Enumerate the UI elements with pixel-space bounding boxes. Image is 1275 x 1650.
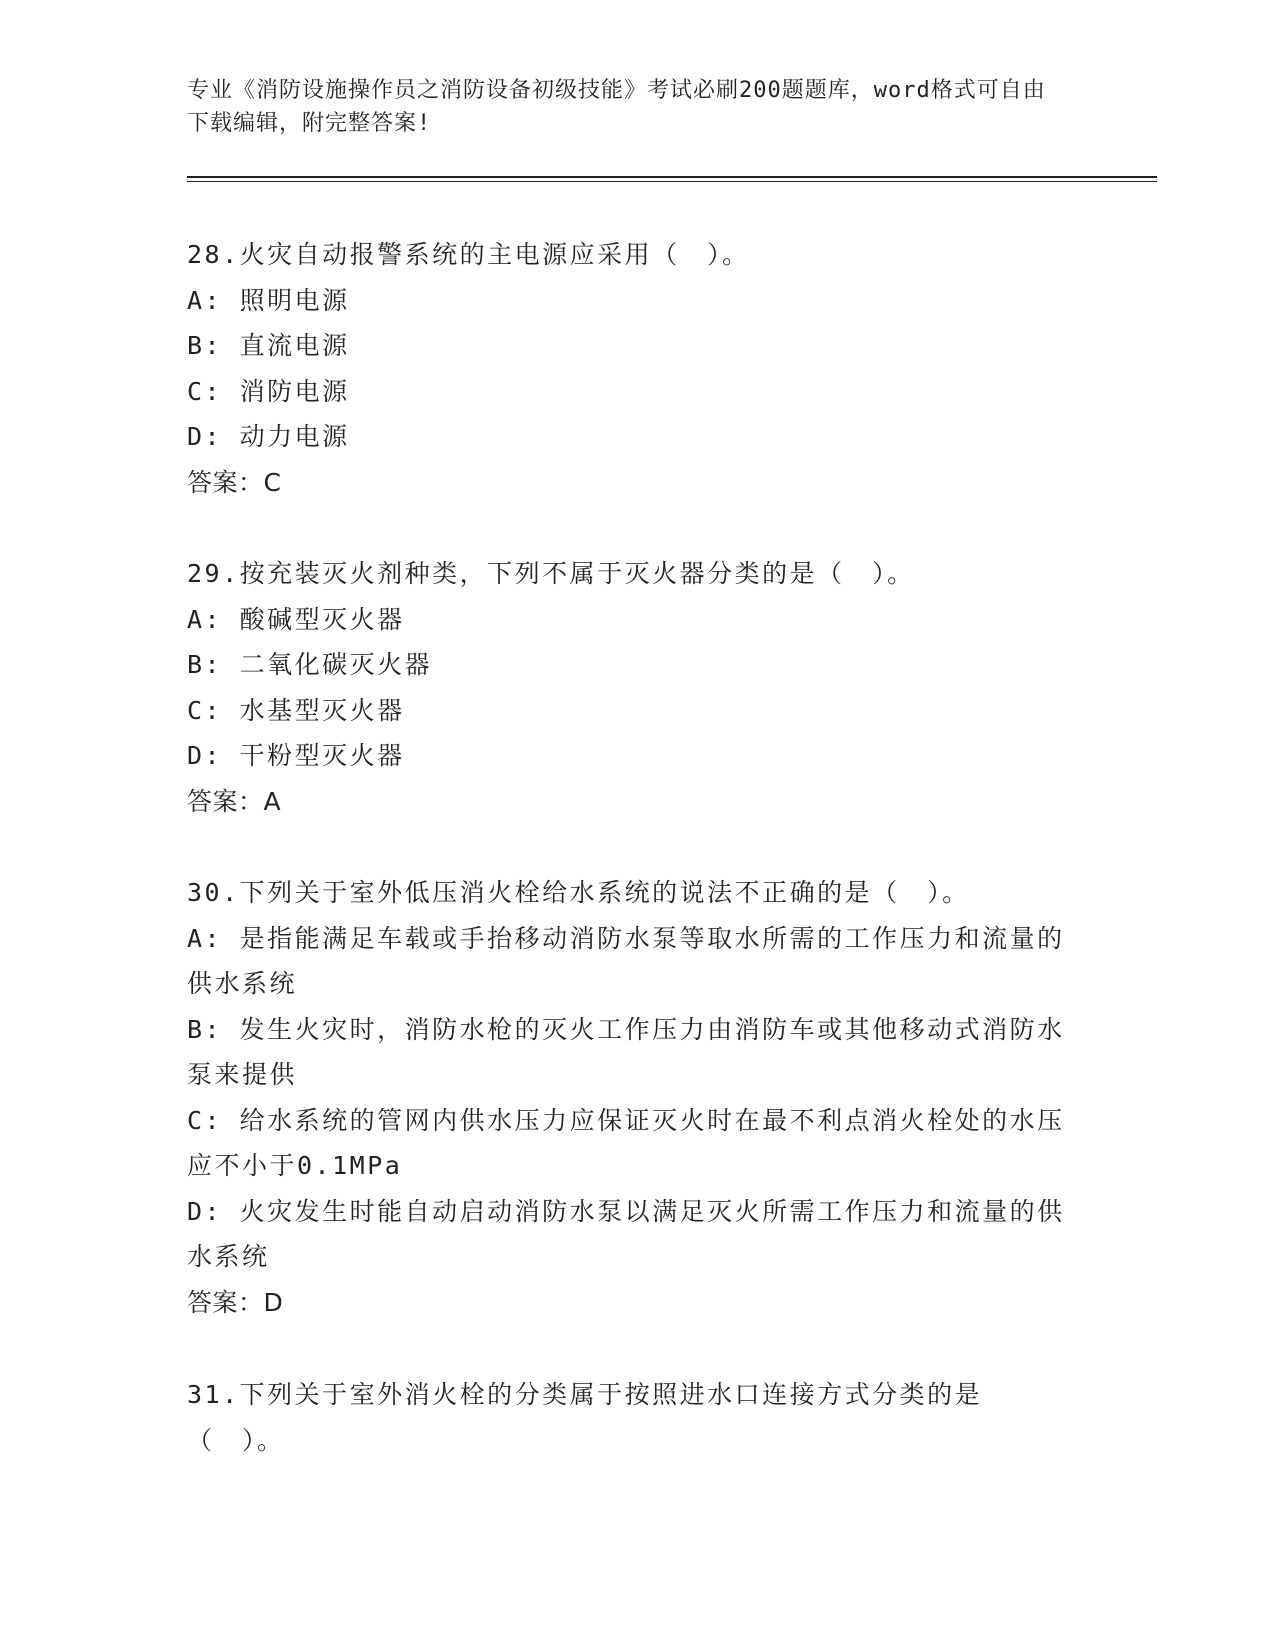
answer-text: 答案：D: [187, 1287, 284, 1317]
option-b: B: 发生火灾时，消防水枪的灭火工作压力由消防车或其他移动式消防水泵来提供: [187, 1014, 1065, 1089]
option-a: A: 是指能满足车载或手抬移动消防水泵等取水所需的工作压力和流量的供水系统: [187, 923, 1065, 998]
header-text: 专业《消防设施操作员之消防设备初级技能》考试必刷200题题库，word格式可自由下载编辑，附完整答案!: [187, 78, 1046, 136]
answer-text: 答案：C: [187, 467, 282, 497]
option-d: D: 动力电源: [187, 422, 350, 451]
option-c: C: 水基型灭火器: [187, 695, 405, 725]
document-header: [187, 74, 1067, 140]
question-31: [187, 1372, 1077, 1463]
question-stem: 31.下列关于室外消火栓的分类属于按照进水口连接方式分类的是（ ）。: [187, 1380, 983, 1455]
option-a: A: 酸碱型灭火器: [187, 604, 405, 634]
option-c: C: 消防电源: [187, 376, 350, 406]
header-divider-thick: [187, 176, 1157, 178]
option-d: D: 干粉型灭火器: [187, 741, 405, 770]
question-29: [187, 551, 1077, 824]
question-stem: 30.下列关于室外低压消火栓给水系统的说法不正确的是（ ）。: [187, 878, 970, 907]
header-divider-thin: [187, 181, 1157, 182]
question-30: [187, 870, 1077, 1325]
option-b: B: 二氧化碳灭火器: [187, 650, 433, 679]
option-b: B: 直流电源: [187, 331, 350, 360]
question-stem: 29.按充装灭火剂种类，下列不属于灭火器分类的是（ ）。: [187, 559, 915, 588]
option-c: C: 给水系统的管网内供水压力应保证灭火时在最不利点消火栓处的水压应不小于0.1MPa: [187, 1105, 1065, 1180]
option-d: D: 火灾发生时能自动启动消防水泵以满足灭火所需工作压力和流量的供水系统: [187, 1196, 1065, 1271]
option-a: A: 照明电源: [187, 285, 350, 315]
answer-text: 答案：A: [187, 786, 282, 816]
question-stem: 28.火灾自动报警系统的主电源应采用（ ）。: [187, 240, 750, 269]
question-28: [187, 232, 1077, 505]
